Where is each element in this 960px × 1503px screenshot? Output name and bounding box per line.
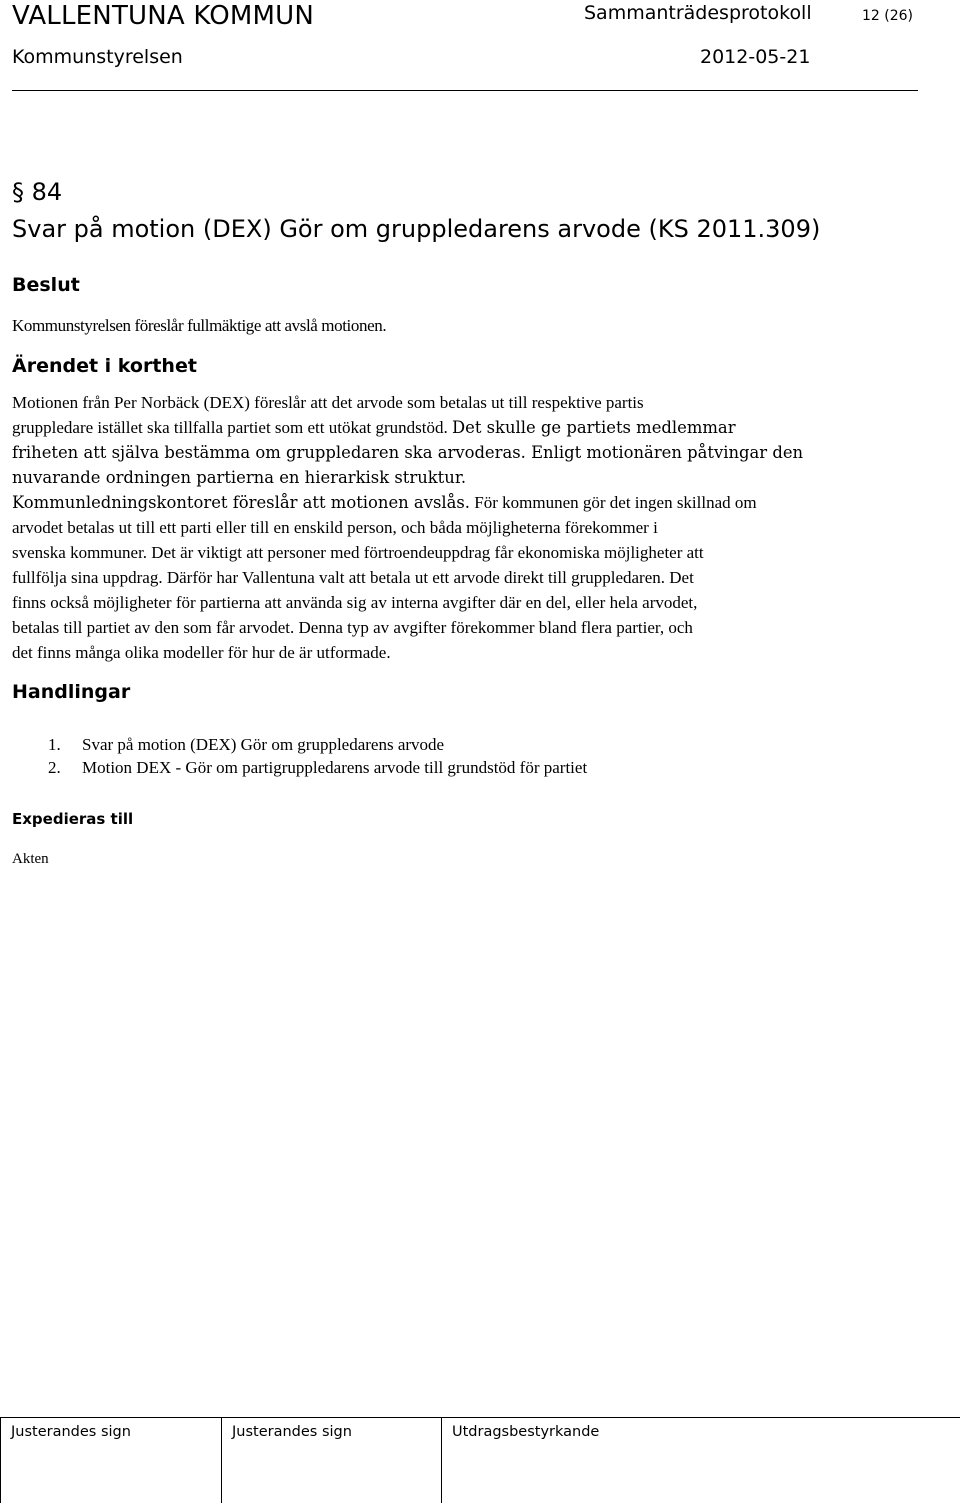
meeting-date: 2012-05-21 (700, 46, 811, 68)
section-number: § 84 (12, 178, 63, 206)
signature-label: Justerandes sign (232, 1424, 352, 1440)
body-line: det finns många olika modeller för hur de är utformade. (12, 643, 391, 662)
signature-label: Justerandes sign (11, 1424, 131, 1440)
section-title: Svar på motion (DEX) Gör om gruppledarens arvode (KS 2011.309) (12, 215, 821, 243)
list-item: 2. Motion DEX - Gör om partigruppledarens arvode till grundstöd för partiet (48, 758, 588, 777)
expedieras-heading: Expedieras till (12, 810, 134, 828)
board-name: Kommunstyrelsen (12, 46, 183, 68)
signature-cell (221, 1418, 442, 1503)
signature-label: Utdragsbestyrkande (452, 1424, 600, 1440)
header-divider (12, 90, 918, 91)
body-line: betalas till partiet av den som får arvodet. Denna typ av avgifter förekommer bland flera partier, och (12, 618, 693, 637)
signature-cell (441, 1418, 960, 1503)
expedieras-value: Akten (12, 851, 49, 867)
page-number: 12 (26) (862, 8, 914, 24)
body-line: nuvarande ordningen partierna en hierarkisk struktur. (12, 468, 467, 487)
body-line: gruppledare istället ska tillfalla partiet som ett utökat grundstöd. Det skulle ge partiets medlemmar (12, 418, 736, 437)
arendet-body (12, 390, 932, 665)
body-line: Kommunledningskontoret föreslår att motionen avslås. För kommunen gör det ingen skillnad om (12, 493, 757, 512)
beslut-heading: Beslut (12, 274, 80, 296)
signature-cell (0, 1418, 222, 1503)
attachment-list (48, 733, 587, 779)
body-line: fullfölja sina uppdrag. Därför har Vallentuna valt att betala ut ett arvode direkt till gruppledaren. Det (12, 568, 694, 587)
organization-name: VALLENTUNA KOMMUN (12, 1, 315, 31)
beslut-text: Kommunstyrelsen föreslår fullmäktige att avslå motionen. (12, 316, 387, 335)
body-line: finns också möjligheter för partierna att använda sig av interna avgifter där en del, eller hela arvodet, (12, 593, 698, 612)
body-line: Motionen från Per Norbäck (DEX) föreslår att det arvode som betalas ut till respektive partis (12, 393, 644, 412)
body-line: arvodet betalas ut till ett parti eller till en enskild person, och båda möjligheterna förekommer i (12, 518, 658, 537)
list-item: 1. Svar på motion (DEX) Gör om gruppledarens arvode (48, 735, 445, 754)
body-line: svenska kommuner. Det är viktigt att personer med förtroendeuppdrag får ekonomiska möjligheter att (12, 543, 704, 562)
document-type: Sammanträdesprotokoll (584, 2, 812, 24)
signature-table (0, 1417, 960, 1503)
body-line: friheten att själva bestämma om gruppledaren ska arvoderas. Enligt motionären påtvingar den (12, 443, 804, 462)
arendet-heading: Ärendet i korthet (12, 355, 197, 377)
handlingar-heading: Handlingar (12, 681, 131, 703)
